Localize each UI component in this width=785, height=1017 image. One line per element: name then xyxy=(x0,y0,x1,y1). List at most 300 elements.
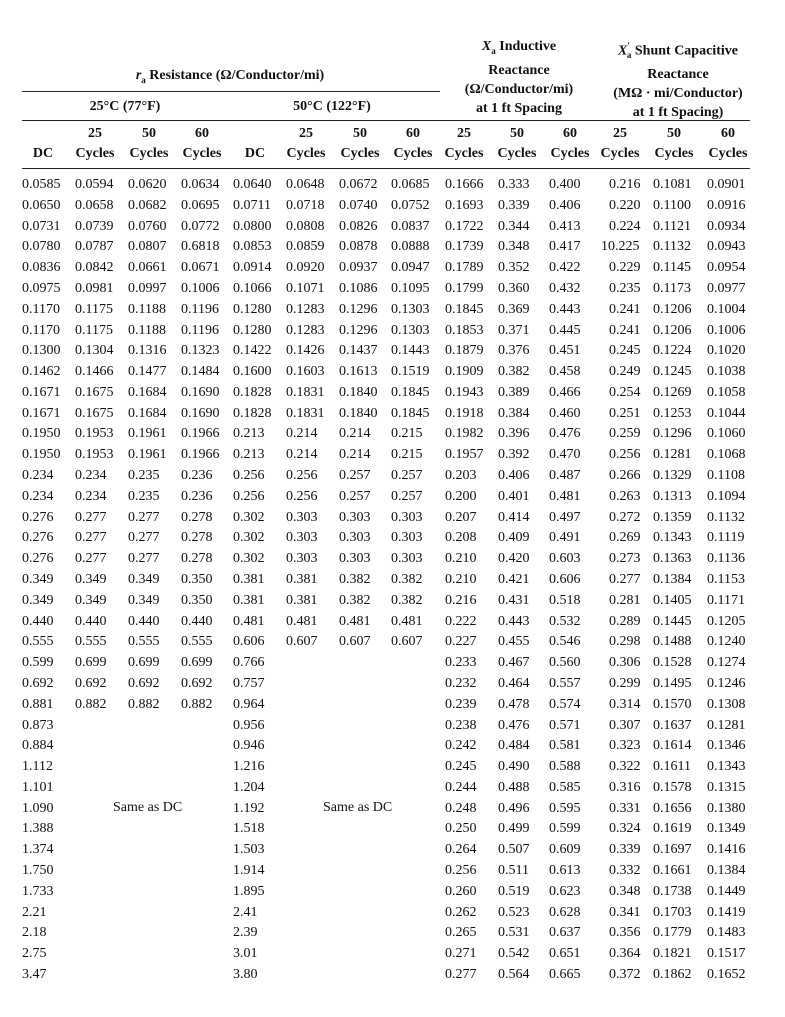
table-cell: 0.256 xyxy=(233,488,265,504)
table-cell: 0.213 xyxy=(233,447,265,463)
table-cell: 0.574 xyxy=(549,696,581,712)
table-cell: 0.384 xyxy=(498,405,530,421)
table-cell: 0.1100 xyxy=(653,197,691,213)
table-cell: 0.256 xyxy=(233,468,265,484)
table-cell: 0.1675 xyxy=(75,384,114,400)
table-cell: 0.348 xyxy=(498,239,530,255)
table-cell: 0.349 xyxy=(75,592,107,608)
table-cell: 0.1853 xyxy=(445,322,484,338)
temp-50-header: 50°C (122°F) xyxy=(293,99,371,114)
table-cell: 0.1722 xyxy=(445,218,484,234)
table-cell: 0.0837 xyxy=(391,218,430,234)
table-cell: 0.1153 xyxy=(707,572,745,587)
table-cell: 0.235 xyxy=(128,468,160,484)
table-cell: 0.1831 xyxy=(286,405,325,421)
table-cell: 0.1426 xyxy=(286,343,325,359)
table-cell: 0.1280 xyxy=(233,301,272,317)
table-cell: 0.214 xyxy=(286,426,318,442)
table-cell: 1.388 xyxy=(22,821,54,837)
table-cell: 1.216 xyxy=(233,759,265,775)
table-cell: 0.323 xyxy=(609,738,641,754)
table-cell: 1.192 xyxy=(233,800,265,816)
table-cell: 0.1384 xyxy=(707,863,746,879)
table-cell: 0.518 xyxy=(549,592,581,608)
table-cell: 0.1845 xyxy=(445,301,484,317)
table-cell: 0.0752 xyxy=(391,197,430,213)
resistance-group-header xyxy=(95,66,365,90)
table-cell: 0.766 xyxy=(233,655,265,671)
inductive-line2: Reactance xyxy=(488,62,550,78)
table-cell: 0.232 xyxy=(445,675,477,691)
table-cell: 0.692 xyxy=(75,675,107,691)
table-cell: 2.75 xyxy=(22,946,47,962)
table-cell: 0.1462 xyxy=(22,364,61,380)
table-cell: 0.1349 xyxy=(707,821,746,837)
table-cell: 0.1316 xyxy=(128,343,167,359)
table-cell: 0.1697 xyxy=(653,842,692,858)
table-cell: 0.467 xyxy=(498,655,530,671)
table-cell: 0.277 xyxy=(609,572,641,587)
table-cell: 0.699 xyxy=(75,655,107,671)
column-header-top-10: 60 xyxy=(563,126,577,141)
table-cell: 0.884 xyxy=(22,738,54,754)
table-cell: 0.277 xyxy=(128,530,160,546)
table-cell: 0.420 xyxy=(498,551,530,567)
table-cell: 0.1693 xyxy=(445,197,484,213)
table-cell: 0.236 xyxy=(181,468,213,484)
table-cell: 0.1483 xyxy=(707,925,746,941)
table-cell: 0.1789 xyxy=(445,260,484,276)
table-cell: 0.1840 xyxy=(339,405,378,421)
table-cell: 0.1132 xyxy=(653,239,691,255)
column-header-top-2: 50 xyxy=(142,126,156,141)
table-cell: 0.349 xyxy=(22,592,54,608)
table-cell: 0.1380 xyxy=(707,800,746,816)
table-cell: 0.200 xyxy=(445,488,477,504)
column-header-bottom-13: Cycles xyxy=(708,146,748,161)
table-cell: 0.1445 xyxy=(653,613,692,629)
table-cell: 0.1738 xyxy=(653,883,692,899)
table-cell: 0.381 xyxy=(286,572,318,587)
table-cell: 0.1611 xyxy=(653,759,691,775)
table-cell: 1.750 xyxy=(22,863,54,879)
temp-25-header: 25°C (77°F) xyxy=(89,99,161,114)
table-cell: 0.606 xyxy=(549,572,581,587)
inductive-symbol: X xyxy=(481,39,492,54)
table-cell: 0.249 xyxy=(609,364,641,380)
table-cell: 0.0836 xyxy=(22,260,61,276)
inductive-group-header xyxy=(444,37,594,118)
table-cell: 0.1196 xyxy=(181,322,219,338)
table-cell: 0.306 xyxy=(609,655,641,671)
table-cell: 0.256 xyxy=(286,488,318,504)
table-cell: 0.1652 xyxy=(707,967,746,983)
table-cell: 0.276 xyxy=(22,509,54,525)
column-header-bottom-8: Cycles xyxy=(444,146,484,161)
table-cell: 0.332 xyxy=(609,863,641,879)
capacitive-line4: at 1 ft Spacing) xyxy=(632,105,724,121)
table-cell: 0.1918 xyxy=(445,405,484,421)
table-cell: 0.1060 xyxy=(707,426,746,442)
table-cell: 0.339 xyxy=(609,842,641,858)
table-cell: 0.1253 xyxy=(653,405,692,421)
table-cell: 0.235 xyxy=(128,488,160,504)
table-cell: 0.613 xyxy=(549,863,581,879)
table-cell: 0.257 xyxy=(391,488,423,504)
table-cell: 0.236 xyxy=(181,488,213,504)
table-cell: 0.445 xyxy=(549,322,581,338)
table-cell: 0.396 xyxy=(498,426,530,442)
table-cell: 0.0772 xyxy=(181,218,220,234)
table-cell: 0.588 xyxy=(549,759,581,775)
table-cell: 0.235 xyxy=(609,280,641,296)
table-cell: 0.873 xyxy=(22,717,54,733)
table-cell: 0.0943 xyxy=(707,239,746,255)
table-cell: 0.1950 xyxy=(22,447,61,463)
table-cell: 0.233 xyxy=(445,655,477,671)
table-cell: 0.564 xyxy=(498,967,530,983)
table-cell: 0.1121 xyxy=(653,218,691,234)
table-cell: 0.322 xyxy=(609,759,641,775)
table-cell: 0.400 xyxy=(549,177,581,192)
table-cell: 0.699 xyxy=(128,655,160,671)
table-cell: 0.0682 xyxy=(128,197,167,213)
table-cell: 0.227 xyxy=(445,634,477,650)
table-cell: 0.585 xyxy=(549,779,581,795)
table-cell: 0.1570 xyxy=(653,696,692,712)
table-cell: 0.507 xyxy=(498,842,530,858)
table-cell: 0.481 xyxy=(391,613,423,629)
table-cell: 0.757 xyxy=(233,675,265,691)
table-cell: 0.257 xyxy=(339,488,371,504)
table-cell: 0.1283 xyxy=(286,322,325,338)
table-cell: 0.1953 xyxy=(75,447,114,463)
table-cell: 0.341 xyxy=(609,904,641,920)
table-cell: 0.277 xyxy=(75,509,107,525)
table-cell: 0.964 xyxy=(233,696,265,712)
column-header-bottom-12: Cycles xyxy=(654,146,694,161)
table-cell: 1.895 xyxy=(233,883,265,899)
table-cell: 0.265 xyxy=(445,925,477,941)
table-cell: 0.251 xyxy=(609,405,641,421)
table-cell: 0.303 xyxy=(391,551,423,567)
table-cell: 0.369 xyxy=(498,301,530,317)
table-cell: 0.406 xyxy=(498,468,530,484)
table-cell: 0.1280 xyxy=(233,322,272,338)
table-cell: 0.1119 xyxy=(707,530,745,546)
table-cell: 0.1799 xyxy=(445,280,484,296)
table-cell: 0.1303 xyxy=(391,301,430,317)
table-cell: 0.1684 xyxy=(128,384,167,400)
table-cell: 0.0620 xyxy=(128,177,167,192)
table-cell: 0.0648 xyxy=(286,177,325,192)
table-cell: 0.406 xyxy=(549,197,581,213)
table-cell: 0.273 xyxy=(609,551,641,567)
table-cell: 0.256 xyxy=(609,447,641,463)
table-cell: 0.1613 xyxy=(339,364,378,380)
column-header-bottom-4: DC xyxy=(244,146,266,161)
table-cell: 0.303 xyxy=(391,509,423,525)
table-cell: 0.229 xyxy=(609,260,641,276)
table-cell: 0.1966 xyxy=(181,426,220,442)
table-cell: 0.1044 xyxy=(707,405,746,421)
table-cell: 0.298 xyxy=(609,634,641,650)
table-cell: 0.372 xyxy=(609,967,641,983)
table-cell: 0.1095 xyxy=(391,280,430,296)
table-cell: 0.1405 xyxy=(653,592,692,608)
table-cell: 0.692 xyxy=(128,675,160,691)
table-cell: 0.531 xyxy=(498,925,530,941)
table-cell: 0.946 xyxy=(233,738,265,754)
table-cell: 0.302 xyxy=(233,530,265,546)
table-cell: 0.542 xyxy=(498,946,530,962)
table-cell: 0.476 xyxy=(498,717,530,733)
table-cell: 0.0739 xyxy=(75,218,114,234)
table-cell: 0.256 xyxy=(286,468,318,484)
table-cell: 0.603 xyxy=(549,551,581,567)
table-cell: 0.381 xyxy=(233,592,265,608)
table-cell: 0.0807 xyxy=(128,239,167,255)
table-cell: 0.269 xyxy=(609,530,641,546)
table-cell: 0.257 xyxy=(339,468,371,484)
table-cell: 0.1666 xyxy=(445,177,484,192)
table-cell: 0.1068 xyxy=(707,447,746,463)
capacitive-prime: ′ xyxy=(627,41,630,51)
resistance-symbol-sub: a xyxy=(141,74,146,85)
table-cell: 0.352 xyxy=(498,260,530,276)
table-cell: 0.1296 xyxy=(339,301,378,317)
table-cell: 0.234 xyxy=(75,468,107,484)
header-bottom-rule xyxy=(22,168,750,169)
table-cell: 0.1020 xyxy=(707,343,746,359)
table-cell: 0.1600 xyxy=(233,364,272,380)
table-cell: 0.203 xyxy=(445,468,477,484)
table-cell: 0.1170 xyxy=(22,322,60,338)
table-cell: 0.1966 xyxy=(181,447,220,463)
table-cell: 0.382 xyxy=(391,592,423,608)
table-cell: 0.417 xyxy=(549,239,581,255)
table-cell: 0.532 xyxy=(549,613,581,629)
table-cell: 0.360 xyxy=(498,280,530,296)
table-cell: 1.204 xyxy=(233,779,265,795)
column-header-bottom-7: Cycles xyxy=(393,146,433,161)
column-header-bottom-3: Cycles xyxy=(182,146,222,161)
table-cell: 0.371 xyxy=(498,322,530,338)
table-cell: 0.1363 xyxy=(653,551,692,567)
table-cell: 0.401 xyxy=(498,488,530,504)
table-cell: 0.1359 xyxy=(653,509,692,525)
table-cell: 0.234 xyxy=(22,488,54,504)
table-cell: 0.476 xyxy=(549,426,581,442)
table-cell: 0.1188 xyxy=(128,322,166,338)
table-cell: 0.1269 xyxy=(653,384,692,400)
table-cell: 0.245 xyxy=(445,759,477,775)
table-cell: 0.344 xyxy=(498,218,530,234)
table-cell: 0.0808 xyxy=(286,218,325,234)
table-cell: 0.440 xyxy=(22,613,54,629)
column-header-bottom-6: Cycles xyxy=(340,146,380,161)
table-cell: 0.364 xyxy=(609,946,641,962)
table-cell: 0.245 xyxy=(609,343,641,359)
table-cell: 0.331 xyxy=(609,800,641,816)
table-cell: 0.1831 xyxy=(286,384,325,400)
table-cell: 0.392 xyxy=(498,447,530,463)
table-cell: 0.409 xyxy=(498,530,530,546)
table-cell: 0.276 xyxy=(22,530,54,546)
table-cell: 0.1661 xyxy=(653,863,692,879)
table-cell: 0.1739 xyxy=(445,239,484,255)
table-cell: 0.0718 xyxy=(286,197,325,213)
table-cell: 0.244 xyxy=(445,779,477,795)
table-cell: 0.1703 xyxy=(653,904,692,920)
column-header-bottom-11: Cycles xyxy=(600,146,640,161)
capacitive-group-header xyxy=(598,37,758,122)
table-cell: 1.733 xyxy=(22,883,54,899)
table-cell: 0.224 xyxy=(609,218,641,234)
table-cell: 0.607 xyxy=(339,634,371,650)
table-cell: 0.0975 xyxy=(22,280,61,296)
table-cell: 0.1058 xyxy=(707,384,746,400)
column-header-bottom-5: Cycles xyxy=(286,146,326,161)
column-header-bottom-1: Cycles xyxy=(75,146,115,161)
table-cell: 0.350 xyxy=(181,572,213,587)
capacitive-symbol-sub: a xyxy=(626,50,632,61)
table-cell: 0.0640 xyxy=(233,177,272,192)
table-cell: 0.215 xyxy=(391,426,423,442)
table-cell: 0.381 xyxy=(233,572,265,587)
table-cell: 0.0800 xyxy=(233,218,272,234)
table-cell: 0.1304 xyxy=(75,343,114,359)
inductive-line1: Inductive xyxy=(495,39,557,54)
table-cell: 0.609 xyxy=(549,842,581,858)
capacitive-symbol: X xyxy=(618,43,628,59)
table-cell: 0.257 xyxy=(391,468,423,484)
table-cell: 1.503 xyxy=(233,842,265,858)
table-cell: 2.18 xyxy=(22,925,47,941)
table-cell: 2.41 xyxy=(233,904,258,920)
table-cell: 0.555 xyxy=(128,634,160,650)
table-cell: 0.356 xyxy=(609,925,641,941)
table-cell: 0.1528 xyxy=(653,655,692,671)
resistance-symbol: r xyxy=(135,68,142,83)
table-cell: 0.1449 xyxy=(707,883,746,899)
table-cell: 0.628 xyxy=(549,904,581,920)
table-cell: 0.0731 xyxy=(22,218,61,234)
table-cell: 0.271 xyxy=(445,946,477,962)
table-cell: 0.440 xyxy=(128,613,160,629)
table-cell: 0.0947 xyxy=(391,260,430,276)
table-cell: 0.1671 xyxy=(22,405,61,421)
table-cell: 0.254 xyxy=(609,384,641,400)
table-cell: 0.1173 xyxy=(653,280,691,296)
table-cell: 0.481 xyxy=(339,613,371,629)
table-cell: 10.225 xyxy=(601,239,640,255)
table-cell: 0.519 xyxy=(498,883,530,899)
table-cell: 0.349 xyxy=(128,572,160,587)
table-cell: 0.481 xyxy=(233,613,265,629)
table-cell: 2.21 xyxy=(22,904,47,920)
table-cell: 0.460 xyxy=(549,405,581,421)
table-cell: 0.1283 xyxy=(286,301,325,317)
table-cell: 0.316 xyxy=(609,779,641,795)
table-cell: 0.263 xyxy=(609,488,641,504)
table-cell: 0.0888 xyxy=(391,239,430,255)
table-cell: 0.455 xyxy=(498,634,530,650)
table-cell: 0.555 xyxy=(181,634,213,650)
table-cell: 0.339 xyxy=(498,197,530,213)
table-cell: 0.881 xyxy=(22,696,54,712)
table-cell: 0.555 xyxy=(22,634,54,650)
table-cell: 0.1188 xyxy=(128,301,166,317)
table-cell: 0.421 xyxy=(498,572,530,587)
column-header-top-11: 25 xyxy=(613,126,627,141)
table-cell: 0.281 xyxy=(609,592,641,608)
table-cell: 0.278 xyxy=(181,551,213,567)
table-cell: 0.303 xyxy=(339,509,371,525)
table-cell: 0.256 xyxy=(445,863,477,879)
table-cell: 0.250 xyxy=(445,821,477,837)
table-cell: 1.374 xyxy=(22,842,54,858)
column-header-top-12: 50 xyxy=(667,126,681,141)
table-cell: 0.1246 xyxy=(707,675,746,691)
same-as-dc-note-right: Same as DC xyxy=(323,800,393,815)
column-header-top-1: 25 xyxy=(88,126,102,141)
column-header-bottom-10: Cycles xyxy=(550,146,590,161)
table-cell: 0.262 xyxy=(445,904,477,920)
table-cell: 0.1675 xyxy=(75,405,114,421)
table-cell: 0.1671 xyxy=(22,384,61,400)
table-cell: 0.1175 xyxy=(75,322,113,338)
table-cell: 0.276 xyxy=(22,551,54,567)
table-cell: 0.0672 xyxy=(339,177,378,192)
table-cell: 0.1614 xyxy=(653,738,692,754)
table-cell: 0.382 xyxy=(498,364,530,380)
table-cell: 0.1303 xyxy=(391,322,430,338)
table-cell: 0.0937 xyxy=(339,260,378,276)
table-cell: 0.1006 xyxy=(181,280,220,296)
table-cell: 0.1343 xyxy=(707,759,746,775)
table-cell: 0.277 xyxy=(75,551,107,567)
table-cell: 0.557 xyxy=(549,675,581,691)
table-cell: 0.1132 xyxy=(707,509,745,525)
table-cell: 0.0981 xyxy=(75,280,114,296)
table-cell: 0.499 xyxy=(498,821,530,837)
table-cell: 0.0954 xyxy=(707,260,746,276)
table-cell: 0.488 xyxy=(498,779,530,795)
table-cell: 0.213 xyxy=(233,426,265,442)
table-cell: 0.0695 xyxy=(181,197,220,213)
table-cell: 0.382 xyxy=(339,572,371,587)
table-cell: 0.0594 xyxy=(75,177,114,192)
table-cell: 0.443 xyxy=(549,301,581,317)
table-cell: 0.0916 xyxy=(707,197,746,213)
table-cell: 0.1240 xyxy=(707,634,746,650)
table-cell: 0.241 xyxy=(609,322,641,338)
table-cell: 0.413 xyxy=(549,218,581,234)
table-cell: 0.496 xyxy=(498,800,530,816)
table-cell: 0.1108 xyxy=(707,468,745,484)
table-cell: 0.692 xyxy=(181,675,213,691)
table-cell: 0.0740 xyxy=(339,197,378,213)
table-cell: 0.302 xyxy=(233,509,265,525)
table-cell: 0.491 xyxy=(549,530,581,546)
table-cell: 0.0711 xyxy=(233,197,271,213)
column-header-rule xyxy=(22,120,750,121)
table-cell: 0.234 xyxy=(22,468,54,484)
table-cell: 0.1684 xyxy=(128,405,167,421)
capacitive-line1: Shunt Capacitive xyxy=(631,43,738,59)
table-cell: 0.0934 xyxy=(707,218,746,234)
